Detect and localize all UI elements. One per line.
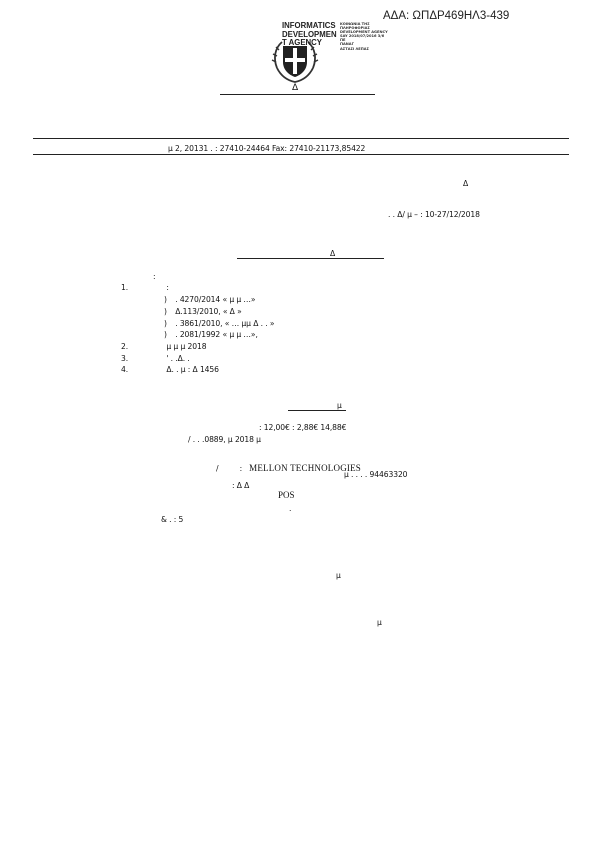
vendor-line xyxy=(216,456,361,475)
list-item-text: . 2081/1992 « μ μ …», xyxy=(175,330,258,339)
agency-name: INFORMATICS DEVELOPMEN T AGENCY xyxy=(282,21,337,48)
address-rule-bottom xyxy=(33,154,569,155)
address-line: μ 2, 20131 . : 27410-24464 Fax: 27410-21173,85422 xyxy=(168,144,366,153)
list-item-text: ' . .Δ. . xyxy=(166,354,190,363)
stray-mu-2: μ xyxy=(377,618,382,627)
stray-mu-1: μ xyxy=(336,571,341,580)
section-title: Δ xyxy=(330,249,336,258)
section-title-underline xyxy=(237,258,384,259)
invoice-line: / . . .0889, μ 2018 μ xyxy=(188,435,261,444)
list-item xyxy=(164,307,242,316)
decision-title: μ xyxy=(337,401,342,410)
agency-name-small: ΚΟΙΝΩΝΙΑ ΤΗΣ ΠΛΗΡΟΦΟΡΙΑΣ DEVELOPMENT AGENCY SAY 2018/07/2016 3/6 ΠΕ ΠΑΝΑΓ ΑΣΤΑΣΙ ΛΕΠΑΣ xyxy=(340,22,388,51)
list-item xyxy=(121,342,206,351)
header-title: Δ xyxy=(292,83,299,93)
list-item-number: ) xyxy=(164,295,167,304)
list-item-text: . 3861/2010, « … μμ Δ . . » xyxy=(175,319,275,328)
list-item-text: Δ. . μ : Δ 1456 xyxy=(166,365,219,374)
address-rule-top xyxy=(33,138,569,139)
dot-line: . xyxy=(289,504,292,513)
reference-line: . . Δ/ μ – : 10-27/12/2018 xyxy=(388,210,480,219)
details-line: : Δ Δ xyxy=(232,481,250,490)
list-item-number: ) xyxy=(164,307,167,316)
list-item-text: . 4270/2014 « μ μ …» xyxy=(175,295,256,304)
list-item xyxy=(164,319,274,328)
list-item xyxy=(121,354,190,363)
right-delta: Δ xyxy=(463,179,469,188)
list-item xyxy=(121,283,169,292)
list-item-text: : xyxy=(166,283,169,292)
pos-label: POS xyxy=(278,490,295,500)
last-line: & . : 5 xyxy=(161,515,184,524)
decision-title-underline xyxy=(288,410,346,411)
list-item-number: 4. xyxy=(121,365,129,374)
intro-colon: : xyxy=(153,272,156,281)
list-item-number: ) xyxy=(164,319,167,328)
list-item-number: ) xyxy=(164,330,167,339)
list-item xyxy=(164,295,255,304)
vendor-prefix: / xyxy=(216,464,219,473)
ada-code: ΑΔΑ: ΩΠΔΡ469ΗΛ3-439 xyxy=(383,10,510,22)
list-item xyxy=(121,365,219,374)
list-item-text: μ μ μ 2018 xyxy=(166,342,207,351)
list-item xyxy=(164,330,258,339)
vendor-details: μ . . . . 94463320 xyxy=(344,470,408,479)
header-title-underline xyxy=(220,94,375,95)
list-item-number: 2. xyxy=(121,342,129,351)
vendor-name: MELLON TECHNOLOGIES xyxy=(249,463,361,473)
vendor-colon: : xyxy=(239,464,243,473)
list-item-text: Δ.113/2010, « Δ » xyxy=(175,307,242,316)
amount-line: : 12,00€ : 2,88€ 14,88€ xyxy=(259,423,347,432)
list-item-number: 3. xyxy=(121,354,129,363)
list-item-number: 1. xyxy=(121,283,129,292)
